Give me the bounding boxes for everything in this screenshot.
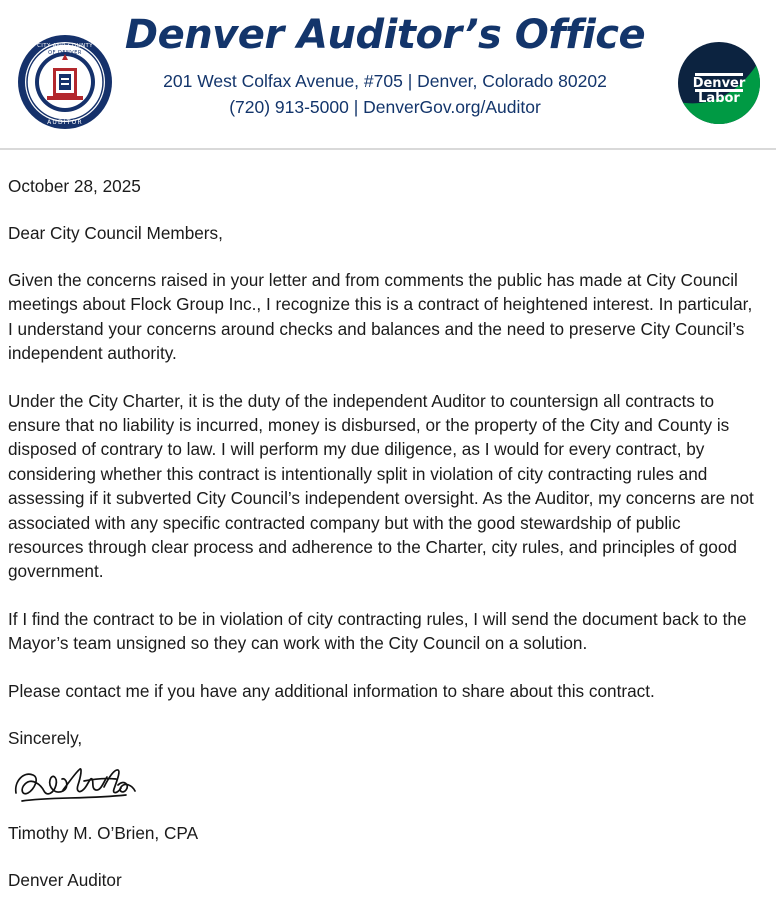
letter-body	[8, 174, 754, 915]
masthead	[120, 12, 650, 121]
svg-text:CITY AND COUNTY: CITY AND COUNTY	[37, 43, 93, 49]
office-contact: (720) 913-5000 | DenverGov.org/Auditor	[229, 97, 541, 118]
svg-text:OF DENVER: OF DENVER	[48, 50, 82, 56]
letter-date: October 28, 2025	[8, 176, 141, 196]
svg-text:Denver: Denver	[692, 76, 746, 91]
letter-paragraph-2: Under the City Charter, it is the duty of the independent Auditor to countersign all contracts to ensure that no liability is incurred, money is disbursed, or the property of the City and County is disposed of contrary to law. I will perform my due diligence, as I would for every contract, by considering whether this contract is intentionally split in violation of city contracting rules and assessing if it subverted City Council’s independent oversight. As the Auditor, my concerns are not associated with any specific contracted company but with the good stewardship of public resources through clear process and adherence to the Charter, city rules, and principles of good government.	[8, 390, 754, 582]
office-title: Denver Auditor’s Office	[124, 12, 646, 58]
letterhead	[0, 0, 776, 148]
city-county-denver-auditor-seal-icon	[17, 34, 113, 130]
letter-closing: Sincerely,	[8, 728, 83, 749]
svg-text:Labor: Labor	[698, 91, 740, 106]
header-divider	[0, 148, 776, 150]
signer-title: Denver Auditor	[8, 870, 122, 891]
office-address: 201 West Colfax Avenue, #705 | Denver, Colorado 80202	[163, 71, 607, 91]
handwritten-signature-icon	[8, 757, 754, 815]
letter-paragraph-3: If I find the contract to be in violation of city contracting rules, I will send the document back to the Mayor’s team unsigned so they can work with the City Council on a solution.	[8, 608, 747, 654]
svg-text:AUDITOR: AUDITOR	[47, 119, 83, 126]
signer-name: Timothy M. O’Brien, CPA	[8, 822, 199, 843]
letter-salutation: Dear City Council Members,	[8, 223, 223, 244]
letter-paragraph-1: Given the concerns raised in your letter and from comments the public has made at City Council meetings about Flock Group Inc., I recognize this is a contract of heightened interest. In particular, I understand your concerns around checks and balances and the need to preserve City Council’s independent authority.	[8, 269, 753, 364]
letter-paragraph-4: Please contact me if you have any additional information to share about this contract.	[8, 680, 655, 701]
denver-labor-logo-icon	[678, 42, 760, 124]
